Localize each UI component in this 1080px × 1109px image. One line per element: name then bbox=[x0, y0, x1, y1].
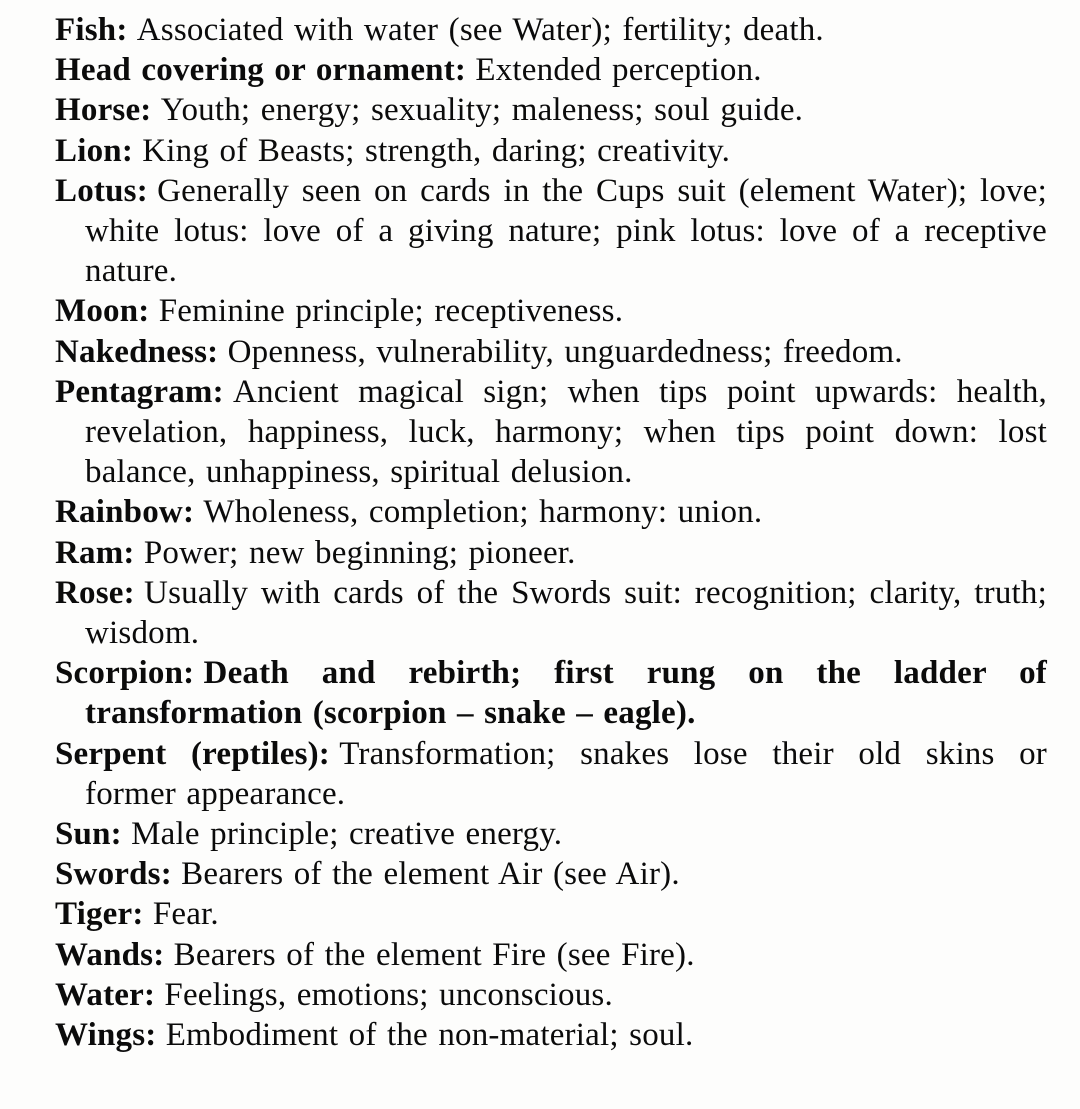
glossary-entry bbox=[55, 573, 1047, 653]
glossary-definition: Wholeness, completion; harmony: union. bbox=[203, 494, 763, 531]
glossary-term: Lotus: bbox=[55, 172, 148, 209]
glossary-term: Lion: bbox=[55, 132, 134, 169]
glossary-list bbox=[55, 10, 1047, 1055]
glossary-definition: Feelings, emotions; unconscious. bbox=[164, 976, 613, 1013]
glossary-definition: Bearers of the element Fire (see Fire). bbox=[173, 936, 695, 973]
glossary-term: Rainbow: bbox=[55, 494, 195, 531]
glossary-definition: Generally seen on cards in the Cups suit (element Water); love; white lotus: love of a giving nature; pink lotus: love of a receptive nature. bbox=[85, 172, 1047, 290]
glossary-definition: Openness, vulnerability, unguardedness; freedom. bbox=[227, 333, 903, 370]
glossary-entry bbox=[55, 653, 1047, 733]
glossary-term: Sun: bbox=[55, 816, 122, 853]
glossary-definition: Bearers of the element Air (see Air). bbox=[181, 856, 680, 893]
glossary-definition: Male principle; creative energy. bbox=[131, 816, 563, 853]
glossary-term: Scorpion: bbox=[55, 655, 195, 692]
glossary-term: Serpent (reptiles): bbox=[55, 735, 330, 772]
glossary-definition: Death and rebirth; first rung on the ladder of transformation (scorpion – snake – eagle). bbox=[85, 655, 1047, 732]
glossary-entry bbox=[55, 814, 1047, 854]
glossary-term: Fish: bbox=[55, 12, 128, 48]
glossary-entry bbox=[55, 854, 1047, 894]
glossary-entry bbox=[55, 533, 1047, 573]
glossary-definition: Extended perception. bbox=[475, 52, 762, 89]
glossary-definition: King of Beasts; strength, daring; creativity. bbox=[142, 132, 731, 169]
glossary-definition: Youth; energy; sexuality; maleness; soul guide. bbox=[160, 92, 804, 129]
glossary-term: Wands: bbox=[55, 936, 165, 973]
glossary-entry bbox=[55, 734, 1047, 814]
glossary-term: Pentagram: bbox=[55, 373, 224, 410]
glossary-term: Swords: bbox=[55, 856, 172, 893]
glossary-entry bbox=[55, 90, 1047, 130]
glossary-entry bbox=[55, 131, 1047, 171]
glossary-term: Water: bbox=[55, 976, 156, 1013]
glossary-term: Ram: bbox=[55, 534, 135, 571]
glossary-entry bbox=[55, 372, 1047, 493]
glossary-entry bbox=[55, 975, 1047, 1015]
glossary-entry bbox=[55, 935, 1047, 975]
glossary-definition: Power; new beginning; pioneer. bbox=[143, 534, 576, 571]
glossary-definition: Fear. bbox=[152, 896, 219, 933]
glossary-definition: Feminine principle; receptiveness. bbox=[158, 293, 624, 330]
glossary-definition: Transformation; snakes lose their old skins or former appearance. bbox=[85, 735, 1047, 812]
glossary-term: Moon: bbox=[55, 293, 150, 330]
glossary-term: Wings: bbox=[55, 1017, 157, 1054]
glossary-term: Head covering or ornament: bbox=[55, 52, 467, 89]
glossary-entry bbox=[55, 1015, 1047, 1055]
glossary-term: Tiger: bbox=[55, 896, 144, 933]
glossary-definition: Usually with cards of the Swords suit: recognition; clarity, truth; wisdom. bbox=[85, 574, 1047, 652]
glossary-definition: Embodiment of the non-material; soul. bbox=[165, 1017, 694, 1054]
glossary-definition: Ancient magical sign; when tips point upwards: health, revelation, happiness, luck, harmony; when tips point down: lost balance, unhappiness, spiritual delusion. bbox=[85, 373, 1047, 491]
glossary-term: Rose: bbox=[55, 574, 135, 611]
glossary-entry bbox=[55, 291, 1047, 331]
glossary-entry bbox=[55, 171, 1047, 292]
glossary-entry bbox=[55, 10, 1047, 50]
glossary-definition: Associated with water (see Water); fertility; death. bbox=[136, 12, 824, 48]
glossary-term: Horse: bbox=[55, 92, 152, 129]
glossary-entry bbox=[55, 332, 1047, 372]
glossary-entry bbox=[55, 894, 1047, 934]
glossary-entry bbox=[55, 50, 1047, 90]
glossary-entry bbox=[55, 492, 1047, 532]
glossary-term: Nakedness: bbox=[55, 333, 219, 370]
